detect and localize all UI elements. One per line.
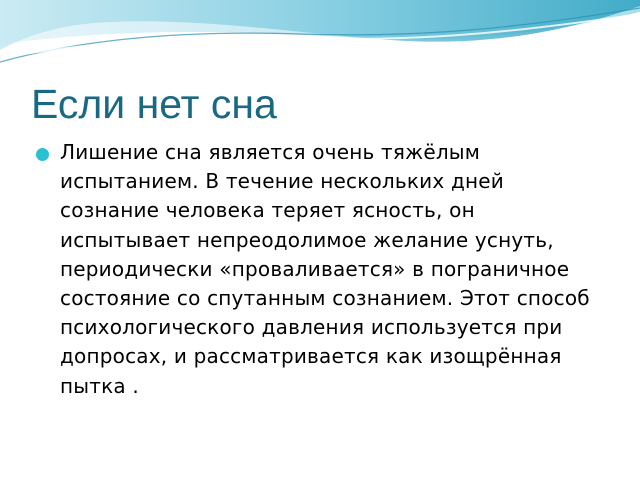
list-item — [36, 138, 606, 401]
bullet-list — [36, 138, 606, 401]
bullet-icon — [36, 148, 49, 161]
wave-header-decoration — [0, 0, 640, 80]
slide-title: Если нет сна — [31, 81, 277, 127]
bullet-text: Лишение сна является очень тяжёлым испытанием. В течение нескольких дней сознание человека теряет ясность, он испытывает непреодолимое желание уснуть, периодически «проваливается» в пограничное состояние со спутанным сознанием. Этот способ психологического давления используется при допросах, и рассматривается как изощрённая пытка . — [60, 140, 590, 398]
